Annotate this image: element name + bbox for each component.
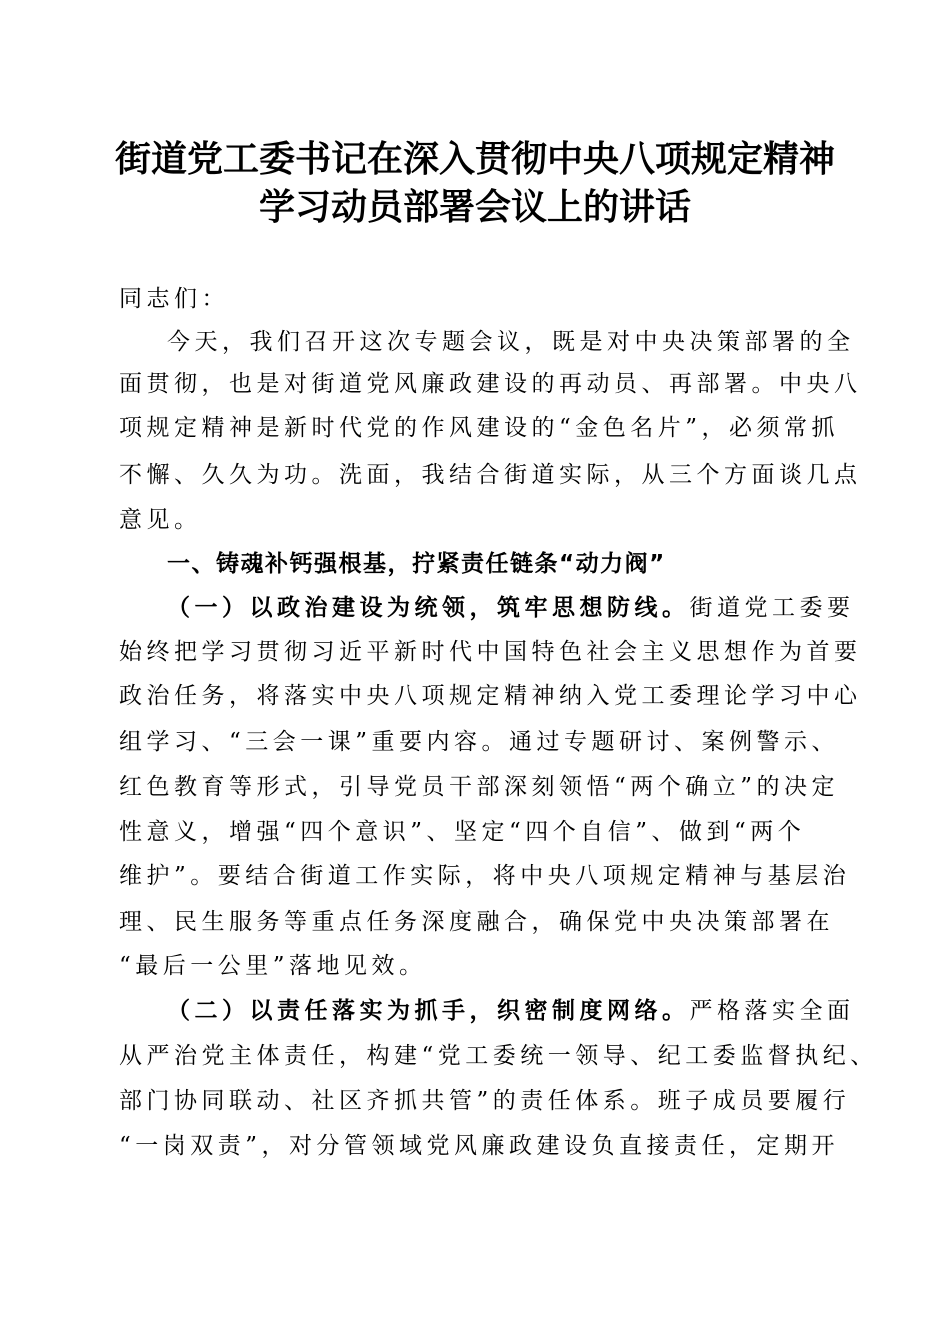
para2-line-3: 部门协同联动、社区齐抓共管”的责任体系。班子成员要履行 — [119, 1088, 851, 1114]
para1-line-6: 性意义，增强“四个意识”、坚定“四个自信”、做到“两个 — [119, 819, 806, 845]
para1-line-4: 组学习、“三会一课”重要内容。通过专题研讨、案例警示、 — [119, 729, 840, 755]
para2-line-4: “一岗双责”，对分管领域党风廉政建设负直接责任，定期开 — [119, 1133, 840, 1159]
intro-line-2: 面贯彻，也是对街道党风廉政建设的再动员、再部署。中央八 — [119, 371, 862, 397]
para2-line-1 — [167, 996, 887, 1026]
intro-line-4: 不懈、久久为功。洗面，我结合街道实际，从三个方面谈几点 — [119, 462, 862, 488]
document-title-line-1: 街道党工委书记在深入贯彻中央八项规定精神 — [114, 138, 835, 180]
para2-first-rest: 严格落实全面 — [689, 998, 855, 1024]
para1-line-8: 理、民生服务等重点任务深度融合，确保党中央决策部署在 — [119, 909, 834, 935]
para1-line-1 — [167, 593, 887, 623]
para1-line-5: 红色教育等形式，引导党员干部深刻领悟“两个确立”的决定 — [119, 774, 840, 800]
document-title-line-2: 学习动员部署会议上的讲话 — [258, 186, 691, 228]
para1-lead: （一）以政治建设为统领，筑牢思想防线。 — [167, 594, 690, 621]
salutation: 同志们： — [119, 286, 229, 312]
para1-line-3: 政治任务，将落实中央八项规定精神纳入党工委理论学习中心 — [119, 683, 862, 709]
intro-line-3: 项规定精神是新时代党的作风建设的“金色名片”，必须常抓 — [119, 415, 840, 441]
intro-line-1: 今天，我们召开这次专题会议，既是对中央决策部署的全 — [167, 329, 855, 355]
para1-line-7: 维护”。要结合街道工作实际，将中央八项规定精神与基层治 — [119, 863, 851, 889]
para1-line-9: “最后一公里”落地见效。 — [119, 953, 427, 979]
para1-line-2: 始终把学习贯彻习近平新时代中国特色社会主义思想作为首要 — [119, 639, 862, 665]
para2-line-2: 从严治党主体责任，构建“党工委统一领导、纪工委监督执纪、 — [119, 1043, 878, 1069]
section-1-heading: 一、铸魂补钙强根基，拧紧责任链条“动力阀” — [167, 551, 666, 577]
para2-lead: （二）以责任落实为抓手，织密制度网络。 — [167, 997, 690, 1024]
para1-first-rest: 街道党工委要 — [689, 595, 855, 621]
intro-line-5: 意见。 — [119, 507, 202, 533]
